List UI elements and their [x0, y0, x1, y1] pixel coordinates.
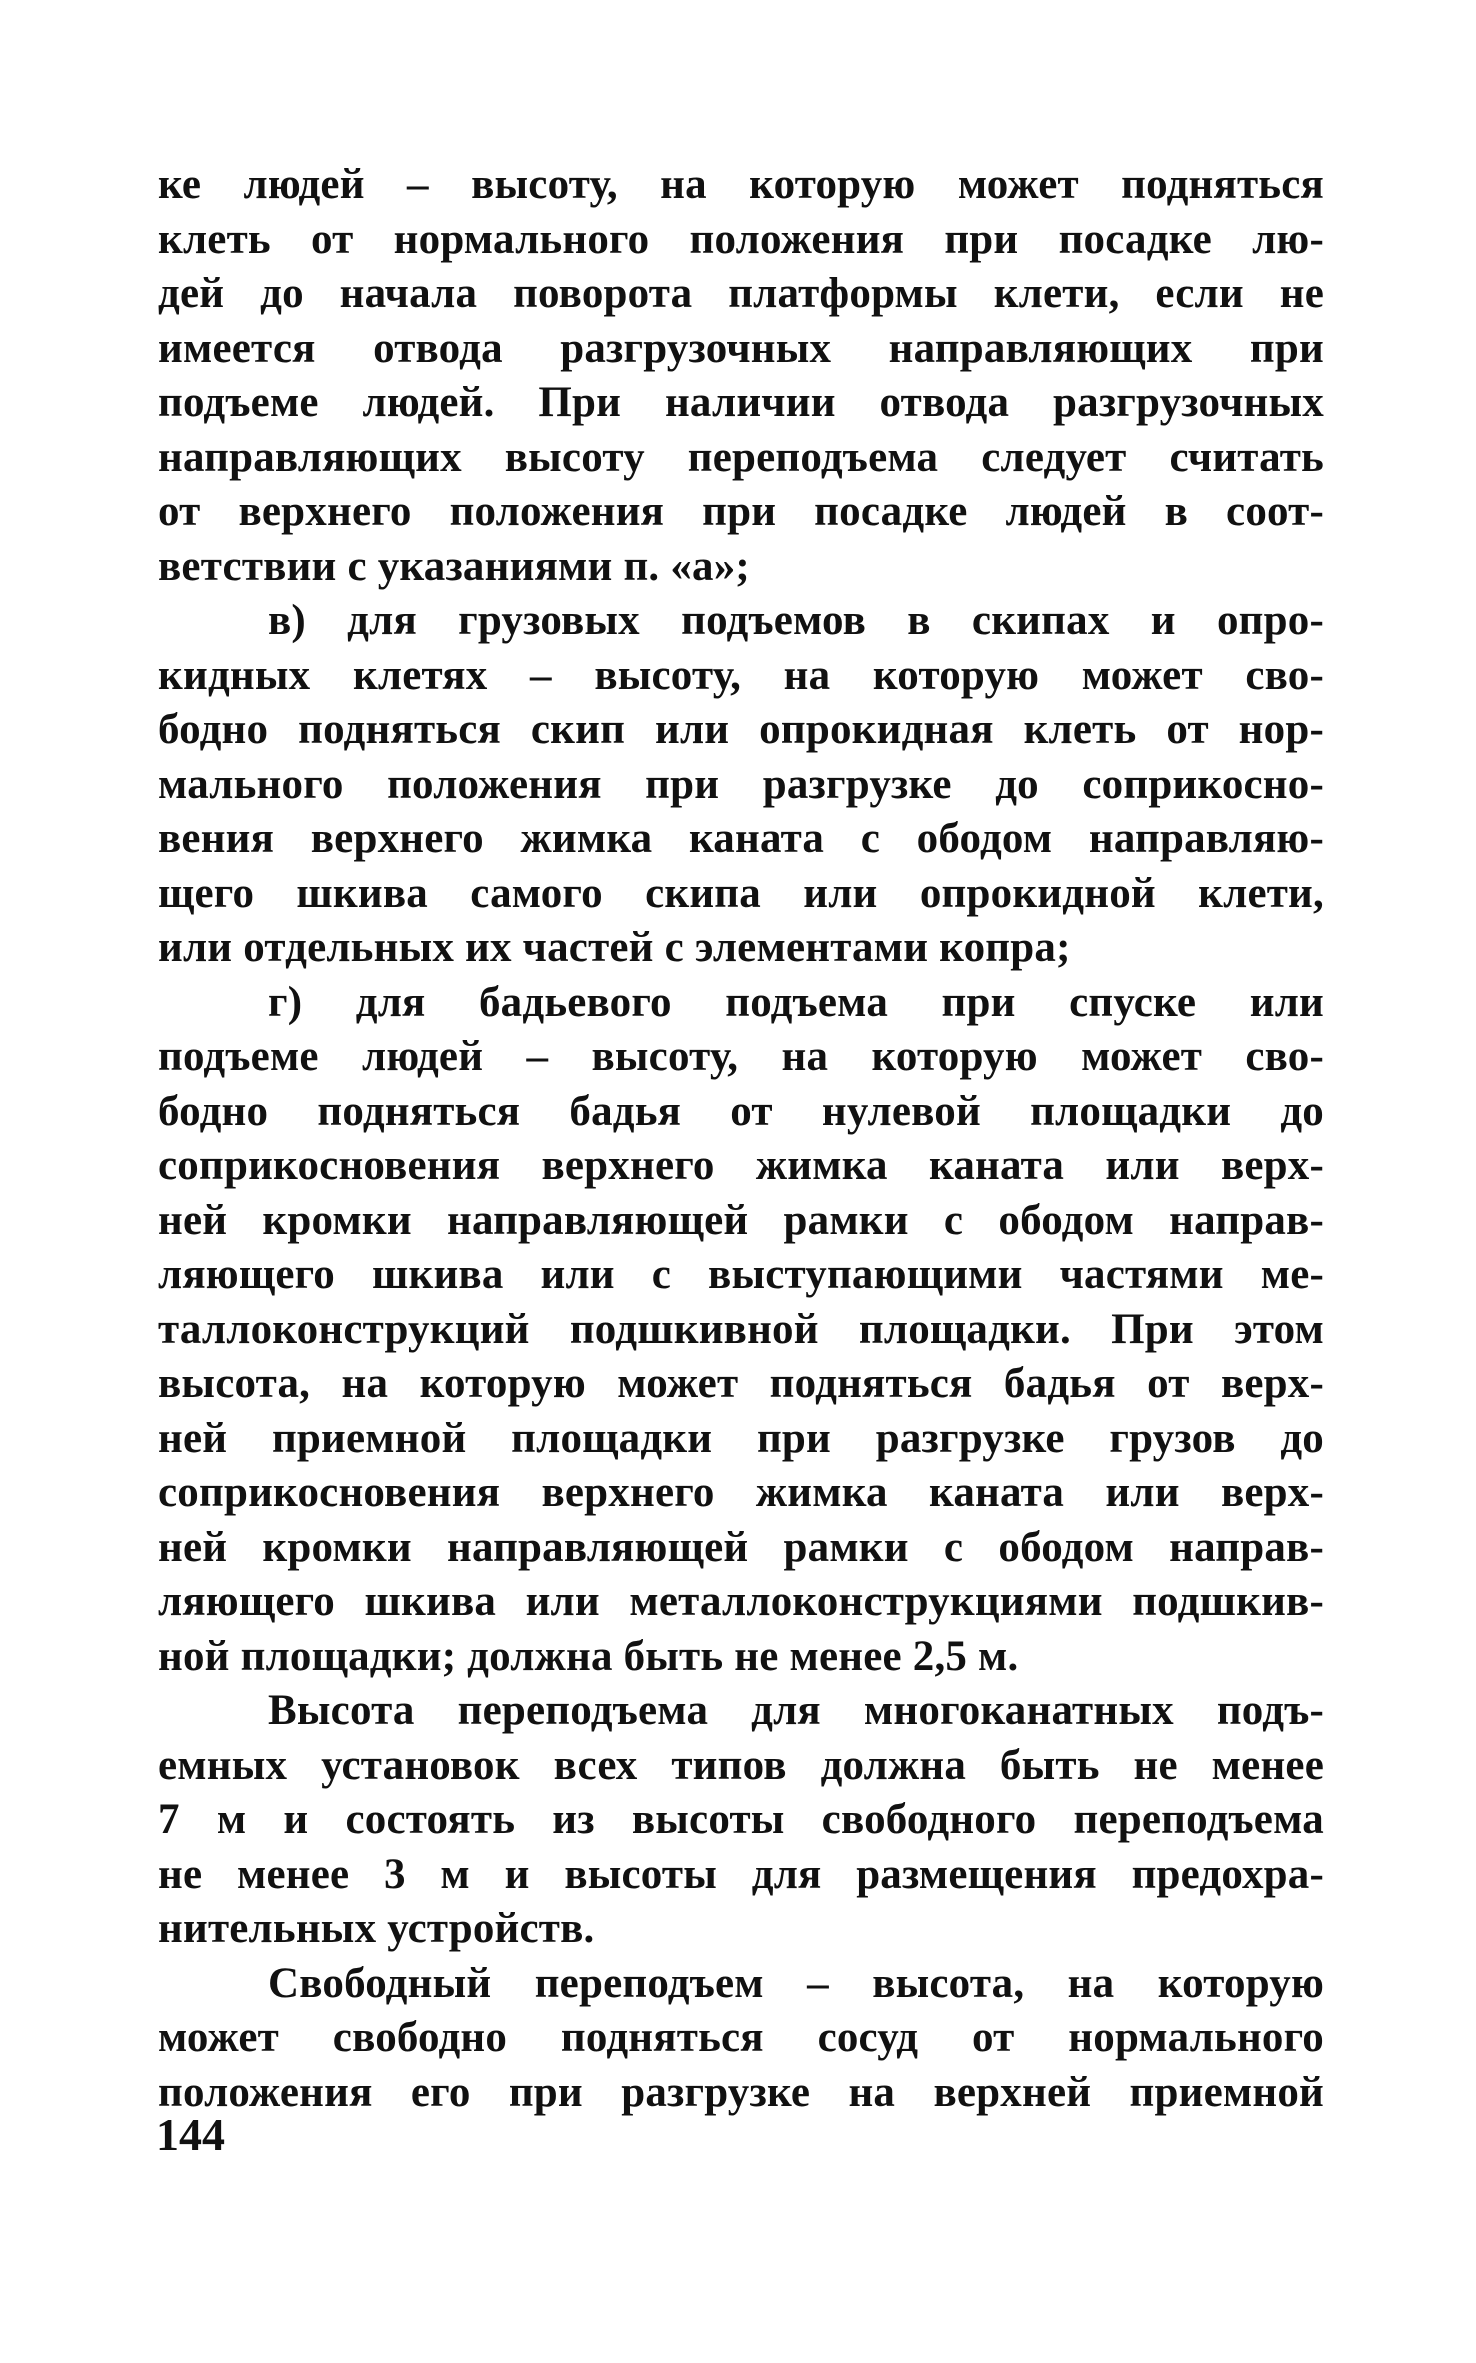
text-line: Высота переподъема для многоканатных подъ- [268, 1687, 1324, 1734]
text-line: Свободный переподъем – высота, на которую [268, 1959, 1324, 2007]
text-line: ней кромки направляющей рамки с ободом направ- [158, 1523, 1324, 1571]
body-text [158, 158, 1324, 2120]
text-line: в) для грузовых подъемов в скипах и опро- [268, 597, 1324, 644]
text-line: бодно подняться скип или опрокидная клеть от нор- [158, 706, 1324, 753]
text-line: бодно подняться бадья от нулевой площадки до [158, 1087, 1324, 1135]
text-line: направляющих высоту переподъема следует считать [158, 433, 1324, 481]
text-line: мального положения при разгрузке до соприкосно- [158, 760, 1324, 808]
text-line: ной площадки; должна быть не менее 2,5 м. [158, 1632, 1019, 1680]
text-line: подъеме людей. При наличии отвода разгрузочных [158, 379, 1324, 426]
text-line: емных установок всех типов должна быть не менее [158, 1741, 1324, 1789]
text-line: 7 м и состоять из высоты свободного переподъема [158, 1796, 1324, 1843]
text-line: дей до начала поворота платформы клети, если не [158, 270, 1324, 317]
text-line: соприкосновения верхнего жимка каната или верх- [158, 1142, 1324, 1189]
text-line: от верхнего положения при посадке людей в соот- [158, 488, 1324, 535]
text-line: клеть от нормального положения при посадке лю- [158, 215, 1324, 263]
text-line: высота, на которую может подняться бадья от верх- [158, 1360, 1324, 1407]
text-line: вения верхнего жимка каната с ободом направляю- [158, 815, 1324, 862]
text-line: соприкосновения верхнего жимка каната или верх- [158, 1469, 1324, 1516]
text-line: таллоконструкций подшкивной площадки. При этом [158, 1305, 1324, 1353]
text-line: или отдельных их частей с элементами копра; [158, 924, 1071, 971]
text-line: щего шкива самого скипа или опрокидной клети, [158, 869, 1324, 917]
text-line: ней кромки направляющей рамки с ободом направ- [158, 1196, 1324, 1244]
text-line: кидных клетях – высоту, на которую может сво- [158, 651, 1324, 699]
text-line: подъеме людей – высоту, на которую может сво- [158, 1033, 1324, 1080]
text-line: нительных устройств. [158, 1905, 595, 1952]
text-line: может свободно подняться сосуд от нормального [158, 2014, 1324, 2061]
text-line: ней приемной площадки при разгрузке грузов до [158, 1414, 1324, 1462]
text-line: ветствии с указаниями п. «а»; [158, 542, 750, 590]
text-line: ляющего шкива или металлоконструкциями подшкив- [158, 1578, 1324, 1625]
text-line: ке людей – высоту, на которую может подняться [158, 161, 1324, 208]
text-line: г) для бадьевого подъема при спуске или [268, 978, 1324, 1026]
text-line: не менее 3 м и высоты для размещения предохра- [158, 1850, 1324, 1898]
text-line: ляющего шкива или с выступающими частями ме- [158, 1251, 1324, 1298]
page-number: 144 [156, 2109, 225, 2160]
text-line: положения его при разгрузке на верхней приемной [158, 2068, 1324, 2116]
text-line: имеется отвода разгрузочных направляющих при [158, 324, 1324, 372]
